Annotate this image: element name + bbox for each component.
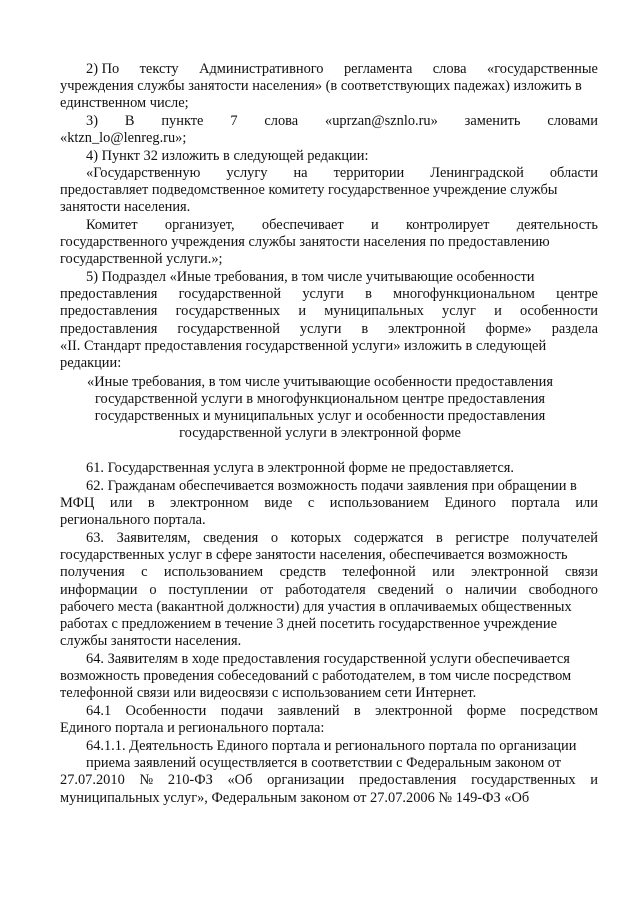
text-line [60, 616, 557, 633]
line-segment: подачи [220, 703, 264, 719]
line-segment: государственной услуги.»; [60, 251, 223, 267]
text-line [86, 703, 598, 720]
text-line [60, 355, 121, 372]
text-line [60, 685, 476, 702]
line-segment: или [432, 564, 455, 580]
line-segment: особенности [519, 303, 598, 319]
line-segment: предоставляет подведомственное комитету государственное учреждение службы [60, 182, 558, 198]
line-segment: № [139, 772, 154, 788]
line-segment: посредством [520, 703, 598, 719]
line-segment: «uprzan@sznlo.ru» [325, 113, 438, 129]
line-segment: или [109, 495, 133, 511]
text-line [60, 772, 598, 789]
line-segment: 64.1.1. Деятельность Единого портала и регионального портала по организации [86, 738, 577, 754]
line-segment: государственного учреждения службы занятости населения по предоставлению [60, 234, 550, 250]
line-segment: о [270, 530, 279, 546]
line-segment: форме [466, 703, 506, 719]
line-segment: многофункциональном [393, 286, 535, 302]
line-segment: Административного [199, 61, 324, 77]
text-line [60, 321, 598, 338]
line-segment: электронной [471, 564, 549, 580]
text-line [60, 633, 241, 650]
line-segment: 64. Заявителям в ходе предоставления государственной услуги обеспечивается [86, 651, 570, 667]
line-segment: муниципальных [324, 303, 424, 319]
line-segment: электронной [388, 321, 466, 337]
line-segment: государственных [175, 303, 281, 319]
text-line [86, 113, 598, 130]
line-segment: регионального портала. [60, 512, 206, 528]
line-segment: 5) Подраздел «Иные требования, в том числе учитывающие особенности [86, 269, 535, 285]
line-segment: деятельность [516, 217, 598, 233]
line-segment: «II. Стандарт предоставления государственной услуги» изложить в следующей [60, 338, 547, 354]
line-segment: регистре [455, 530, 510, 546]
line-segment: свободного [528, 582, 598, 598]
line-segment: заявлений [277, 703, 340, 719]
line-segment: предоставления [359, 772, 457, 788]
line-segment: средств [279, 564, 327, 580]
line-segment: в [365, 286, 372, 302]
text-line [60, 790, 529, 807]
line-segment: в [147, 495, 155, 511]
text-line [86, 165, 598, 182]
text-line [86, 755, 561, 772]
text-line [60, 599, 572, 616]
line-segment: на [293, 165, 308, 181]
line-segment: редакции: [60, 355, 122, 371]
line-segment: от [259, 582, 274, 598]
line-segment: услуги [302, 286, 344, 302]
line-segment: предоставления [60, 303, 158, 319]
line-segment: Ленинградской [430, 165, 524, 181]
line-segment: виде [264, 495, 293, 511]
line-segment: области [549, 165, 598, 181]
line-segment: государственной услуги в многофункциональном центре предоставления [94, 391, 546, 407]
text-line [60, 303, 598, 320]
line-segment: форме» [485, 321, 532, 337]
line-segment: работах с предложением в течение 3 дней посетить государственное учреждение [60, 616, 557, 632]
line-segment: В [124, 113, 135, 129]
line-segment: 7 [230, 113, 238, 129]
line-segment: рабочего места (вакантной должности) для участия в оплачиваемых общественных [60, 599, 572, 615]
line-segment: обеспечивает [261, 217, 344, 233]
text-line [60, 564, 598, 581]
text-line [86, 530, 598, 547]
line-segment: организации [267, 772, 345, 788]
line-segment: в [436, 530, 443, 546]
line-segment: о [149, 582, 157, 598]
text-line [86, 478, 577, 495]
line-segment: содержатся [353, 530, 424, 546]
section-heading-line [0, 391, 640, 408]
line-segment: словами [547, 113, 598, 129]
text-line [60, 286, 598, 303]
line-segment: получения [60, 564, 125, 580]
text-line [60, 199, 190, 216]
line-segment: работодателя [285, 582, 366, 598]
line-segment: «Иные требования, в том числе учитывающие особенности предоставления [87, 374, 553, 390]
text-line [86, 217, 598, 234]
line-segment: портала [511, 495, 560, 511]
text-line [60, 338, 546, 355]
line-segment: службы занятости населения. [60, 633, 242, 649]
line-segment: информации [60, 582, 138, 598]
text-line [86, 738, 576, 755]
line-segment: сведений [377, 582, 434, 598]
line-segment: слова [432, 61, 467, 77]
line-segment: «Государственную [86, 165, 201, 181]
line-segment: сведения [203, 530, 259, 546]
line-segment: услуг [442, 303, 476, 319]
line-segment: регламента [343, 61, 413, 77]
line-segment: возможность проведения собеседований с работодателем, в том числе посредством [60, 668, 572, 684]
text-line [60, 251, 223, 268]
line-segment: услугу [226, 165, 268, 181]
line-segment: телефонной связи или видеосвязи с использованием сети Интернет. [60, 685, 477, 701]
line-segment: территории [333, 165, 405, 181]
text-line [86, 269, 535, 286]
line-segment: использованием [329, 495, 429, 511]
section-heading-line [0, 408, 640, 425]
text-line [60, 495, 598, 512]
line-segment: которых [290, 530, 342, 546]
section-heading-line [0, 425, 640, 442]
line-segment: электронной [375, 703, 453, 719]
line-segment: предоставления [60, 286, 158, 302]
line-segment: использованием [163, 564, 264, 580]
text-line [86, 651, 570, 668]
text-line [60, 582, 598, 599]
text-line [86, 460, 514, 477]
line-segment: занятости населения. [60, 199, 191, 215]
line-segment: 61. Государственная услуга в электронной форме не предоставляется. [86, 460, 514, 476]
line-segment: о [445, 582, 453, 598]
line-segment: Единого портала и регионального портала: [60, 720, 325, 736]
line-segment: организует, [164, 217, 235, 233]
line-segment: Заявителям, [116, 530, 191, 546]
line-segment: приема заявлений осуществляется в соответствии с Федеральным законом от [86, 755, 562, 771]
line-segment: и [371, 217, 379, 233]
line-segment: 210-ФЗ [167, 772, 213, 788]
line-segment: или [575, 495, 598, 511]
line-segment: государственной услуги в электронной форме [179, 425, 461, 441]
line-segment: единственном числе; [60, 95, 189, 111]
line-segment: 3) [86, 113, 98, 129]
line-segment: услуги [299, 321, 342, 337]
line-segment: 63. [86, 530, 104, 546]
text-line [60, 234, 550, 251]
line-segment: центре [556, 286, 598, 302]
text-line [60, 720, 324, 737]
line-segment: 62. Гражданам обеспечивается возможность подачи заявления при обращении в [86, 478, 577, 494]
line-segment: «ktzn_lo@lenreg.ru»; [60, 130, 187, 146]
text-line [60, 547, 568, 564]
line-segment: электронном [170, 495, 249, 511]
line-segment: связи [564, 564, 598, 580]
line-segment: и [298, 303, 307, 319]
line-segment: 27.07.2010 [60, 772, 125, 788]
line-segment: государственных услуг в сфере занятости населения, обеспечивается возможность [60, 547, 568, 563]
line-segment: с [141, 564, 148, 580]
line-segment: в [353, 703, 361, 719]
line-segment: государственной [178, 286, 282, 302]
line-segment: раздела [551, 321, 598, 337]
line-segment: 2) По [86, 61, 120, 77]
line-segment: учреждения службы занятости населения» (в соответствующих падежах) изложить в [60, 78, 582, 94]
line-segment: и [494, 303, 502, 319]
line-segment: государственной [177, 321, 280, 337]
section-heading-line [0, 374, 640, 391]
line-segment: наличии [464, 582, 517, 598]
line-segment: пункте [161, 113, 204, 129]
text-line [60, 130, 186, 147]
text-line [86, 61, 598, 78]
line-segment: с [307, 495, 315, 511]
line-segment: «Об [227, 772, 253, 788]
line-segment: Комитет [86, 217, 138, 233]
line-segment: поступлении [168, 582, 248, 598]
text-line [60, 78, 582, 95]
line-segment: государственных [471, 772, 576, 788]
line-segment: 64.1 [86, 703, 112, 719]
line-segment: предоставления [60, 321, 158, 337]
line-segment: слова [264, 113, 299, 129]
line-segment: 4) Пункт 32 изложить в следующей редакции: [86, 148, 369, 164]
line-segment: получателей [521, 530, 598, 546]
text-line [60, 668, 571, 685]
line-segment: Особенности [125, 703, 207, 719]
line-segment: телефонной [342, 564, 416, 580]
line-segment: Единого [444, 495, 496, 511]
text-line [60, 512, 206, 529]
line-segment: тексту [139, 61, 179, 77]
line-segment: и [590, 772, 598, 788]
line-segment: «государственные [487, 61, 598, 77]
line-segment: МФЦ [60, 495, 95, 511]
text-line [60, 95, 189, 112]
text-line [86, 148, 368, 165]
line-segment: муниципальных услуг», Федеральным законом от 27.07.2006 № 149-ФЗ «Об [60, 790, 530, 806]
line-segment: в [361, 321, 369, 337]
text-line [60, 182, 557, 199]
line-segment: заменить [464, 113, 521, 129]
line-segment: государственных и муниципальных услуг и особенности предоставления [94, 408, 546, 424]
line-segment: контролирует [406, 217, 490, 233]
